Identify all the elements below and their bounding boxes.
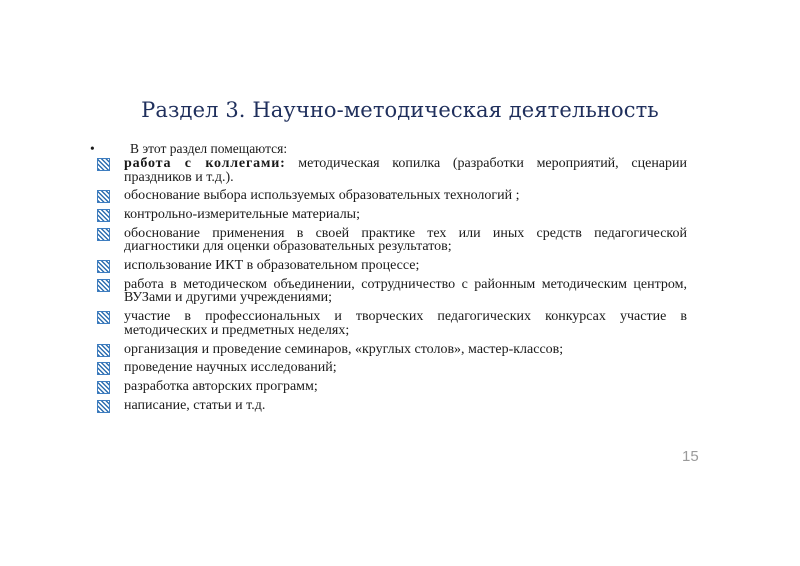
- item-text: написание, статьи и т.д.: [124, 397, 266, 413]
- list-item: [97, 343, 687, 357]
- page-number: 15: [682, 448, 699, 465]
- hatched-square-icon: [97, 400, 110, 413]
- list-item: [97, 227, 687, 254]
- intro-line: [90, 141, 287, 157]
- item-bold-label: работа с коллегами:: [124, 156, 286, 171]
- hatched-square-icon: [97, 381, 110, 394]
- item-text: проведение научных исследований;: [124, 360, 337, 376]
- slide-title: Раздел 3. Научно-методическая деятельность: [141, 98, 659, 122]
- item-text: обоснование применения в своей практике тех или иных средств педагогической диагностики для оценки образовательных результатов;: [124, 225, 687, 255]
- hatched-square-icon: [97, 228, 110, 241]
- list-item: [97, 310, 687, 337]
- list-item: [97, 399, 687, 413]
- intro-text: В этот раздел помещаются:: [130, 141, 288, 156]
- hatched-square-icon: [97, 279, 110, 292]
- list-item: [97, 189, 687, 203]
- hatched-square-icon: [97, 190, 110, 203]
- item-text: использование ИКТ в образовательном процессе;: [124, 258, 420, 274]
- item-text: контрольно-измерительные материалы;: [124, 207, 360, 223]
- item-text: разработка авторских программ;: [124, 379, 318, 395]
- list-item: [97, 380, 687, 394]
- content-list: [97, 157, 687, 418]
- list-item: [97, 157, 687, 184]
- list-item: [97, 361, 687, 375]
- item-text: участие в профессиональных и творческих педагогических конкурсах участие в методических и предметных неделях;: [124, 309, 687, 338]
- hatched-square-icon: [97, 362, 110, 375]
- hatched-square-icon: [97, 209, 110, 222]
- hatched-square-icon: [97, 260, 110, 273]
- item-text: организация и проведение семинаров, «круглых столов», мастер-классов;: [124, 341, 564, 357]
- list-item: [97, 208, 687, 222]
- list-item: [97, 259, 687, 273]
- hatched-square-icon: [97, 158, 110, 171]
- bullet-dot: •: [90, 141, 95, 156]
- item-text: работа в методическом объединении, сотрудничество с районным методическим центром, ВУЗами и другими учреждениями;: [124, 276, 687, 306]
- item-text: обоснование выбора используемых образовательных технологий ;: [124, 188, 520, 204]
- hatched-square-icon: [97, 344, 110, 357]
- hatched-square-icon: [97, 311, 110, 324]
- list-item: [97, 278, 687, 305]
- item-text: методическая копилка (разработки мероприятий, сценарии праздников и т.д.).: [124, 156, 688, 185]
